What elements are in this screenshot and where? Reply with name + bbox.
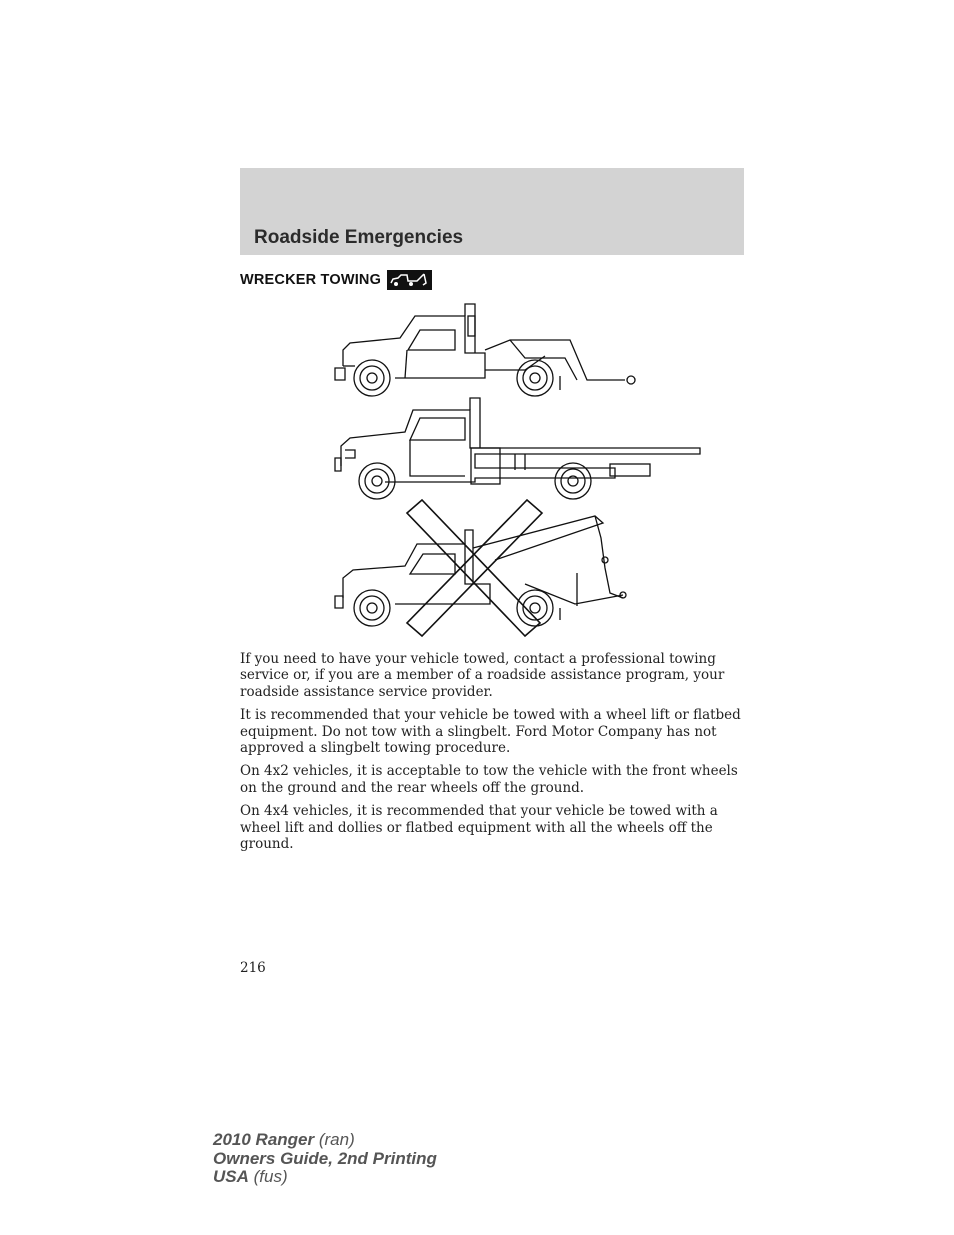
paragraph: On 4x4 vehicles, it is recommended that your vehicle be towed with a wheel lift and dollies or flatbed equipment with all the wheels off the ground. <box>240 803 718 853</box>
paragraph: On 4x2 vehicles, it is acceptable to tow the vehicle with the front wheels on the ground and the rear wheels off the ground. <box>240 763 738 796</box>
footer-model-code: (ran) <box>318 1130 355 1149</box>
paragraph: If you need to have your vehicle towed, contact a professional towing service or, if you are a member of a roadside assistance program, your roadside assistance service provider. <box>240 651 725 700</box>
section-heading-label: WRECKER TOWING <box>240 272 382 288</box>
section-heading <box>240 270 432 290</box>
paragraph: It is recommended that your vehicle be towed with a wheel lift or flatbed equipment. Do not tow with a slingbelt. Ford Motor Company has not approved a slingbelt towing procedure. <box>240 707 741 757</box>
x-mark <box>407 500 542 636</box>
document-footer <box>213 1131 437 1187</box>
body-text <box>240 651 748 859</box>
flatbed-truck <box>335 398 700 499</box>
footer-market-code: (fus) <box>253 1167 288 1186</box>
footer-market: USA <box>213 1167 249 1186</box>
wheel-lift-truck <box>335 304 635 396</box>
towing-illustration <box>325 298 710 643</box>
wrecker-towing-icon <box>387 270 432 290</box>
slingbelt-truck <box>335 516 626 626</box>
page-number: 216 <box>240 960 266 976</box>
footer-model: 2010 Ranger <box>213 1130 315 1149</box>
page-title: Roadside Emergencies <box>254 227 464 248</box>
footer-guide: Owners Guide, 2nd Printing <box>213 1148 437 1168</box>
